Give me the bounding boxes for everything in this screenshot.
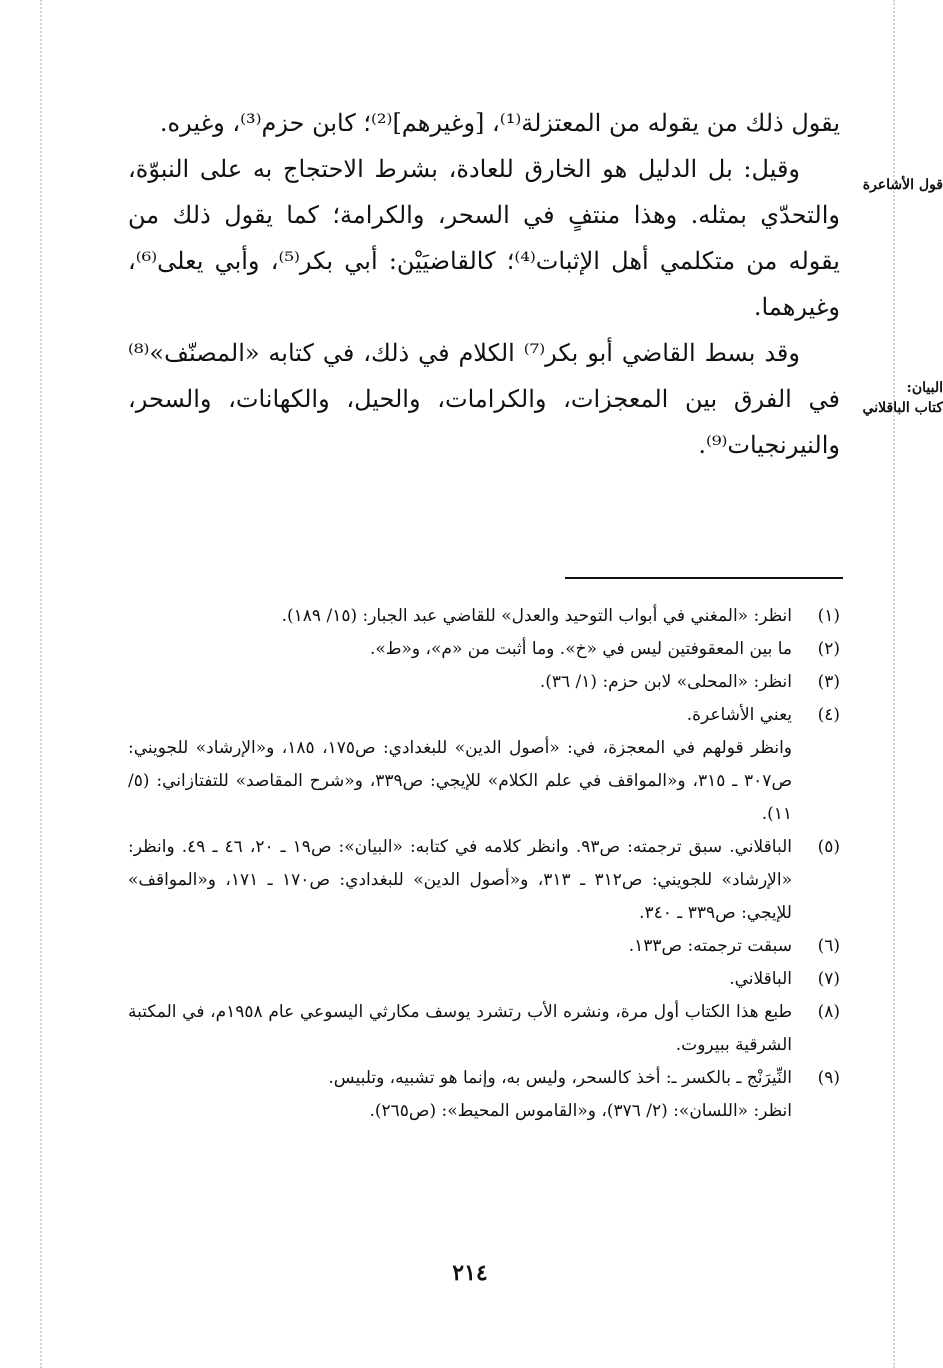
margin-note-bayan [857,378,943,418]
footnote-text: طبع هذا الكتاب أول مرة، ونشره الأب رتشرد يوسف مكارثي اليسوعي عام ١٩٥٨م، في المكتبة الشرقية ببيروت. [128,1002,793,1055]
footnote-text: انظر: «المحلى» لابن حزم: (١/ ٣٦). [539,672,792,692]
footnote-text: سبقت ترجمته: ص١٣٣. [628,936,792,956]
footnote-6 [128,930,840,963]
footnote-9 [128,1062,840,1128]
footnote-number: (٤) [817,705,840,725]
footnote-8 [128,996,840,1062]
footnote-separator [565,577,843,579]
footnote-7 [128,963,840,996]
footnote-number: (٨) [817,1002,840,1022]
scan-border-right [893,0,895,1368]
footnote-text-continued: انظر: «اللسان»: (٢/ ٣٧٦)، و«القاموس المحيط»: (ص٢٦٥). [369,1101,792,1121]
footnote-text: الباقلاني. سبق ترجمته: ص٩٣. وانظر كلامه في كتابه: «البيان»: ص١٩ ـ ٢٠، ٤٦ ـ ٤٩. وانظر: «الإرشاد» للجويني: ص٣١٢ ـ ٣١٣، و«أصول الدين» للبغدادي: ص١٧٠ ـ ١٧١، و«المواقف» للإيجي: ص٣٣٩ ـ ٣٤٠. [128,837,792,923]
footnote-number: (٧) [817,969,840,989]
footnote-3 [128,666,840,699]
footnote-number: (١) [817,606,840,626]
footnote-number: (٣) [817,672,840,692]
footnote-text-continued: وانظر قولهم في المعجزة، في: «أصول الدين» للبغدادي: ص١٧٥، ١٨٥، و«الإرشاد» للجويني: ص٣٠٧ ـ ٣١٥، و«المواقف في علم الكلام» للإيجي: ص٣٣٩، و«شرح المقاصد» للتفتازاني: (٥/ ١١). [128,738,793,824]
footnote-text: الباقلاني. [729,969,792,989]
margin-note-bayan-line1: البيان: [906,380,943,396]
footnote-1 [128,600,840,633]
margin-note-bayan-line2: كتاب الباقلاني [862,400,943,416]
footnotes [128,600,840,1128]
footnote-text: انظر: «المغني في أبواب التوحيد والعدل» للقاضي عبد الجبار: (١٥/ ١٨٩). [281,606,792,626]
footnote-4 [128,699,840,831]
footnote-number: (٩) [817,1068,840,1088]
main-paragraph-1: يقول ذلك من يقوله من المعتزلة⁽¹⁾، [وغيرهم]⁽²⁾؛ كابن حزم⁽³⁾، وغيره. [159,109,840,137]
footnote-text: ما بين المعقوفتين ليس في «خ». وما أثبت من «م»، و«ط». [370,639,792,659]
footnote-5 [128,831,840,930]
scan-border-left [40,0,42,1368]
margin-note-ashaira-text: قول الأشاعرة [862,177,943,193]
footnote-text: يعني الأشاعرة. [686,705,792,725]
page-number: ٢١٤ [452,1260,488,1286]
main-paragraph-3: وقد بسط القاضي أبو بكر⁽⁷⁾ الكلام في ذلك، في كتابه «المصنّف»⁽⁸⁾ في الفرق بين المعجزات، والكرامات، والحيل، والكهانات، والسحر، والنيرنجيات⁽⁹⁾. [128,339,840,459]
footnote-number: (٢) [817,639,840,659]
main-paragraph-2: وقيل: بل الدليل هو الخارق للعادة، بشرط الاحتجاج به على النبوّة، والتحدّي بمثله. وهذا منتفٍ في السحر، والكرامة؛ كما يقول ذلك من يقوله من متكلمي أهل الإثبات⁽⁴⁾؛ كالقاضيَيْن: أبي بكر⁽⁵⁾، وأبي يعلى⁽⁶⁾، وغيرهما. [128,155,840,321]
footnote-number: (٦) [817,936,840,956]
footnote-number: (٥) [817,837,840,857]
margin-note-ashaira [857,175,943,195]
main-text-block [128,100,840,468]
footnote-2 [128,633,840,666]
footnote-text: النِّيرَنْج ـ بالكسر ـ: أخذ كالسحر، وليس به، وإنما هو تشبيه، وتلبيس. [328,1068,792,1088]
